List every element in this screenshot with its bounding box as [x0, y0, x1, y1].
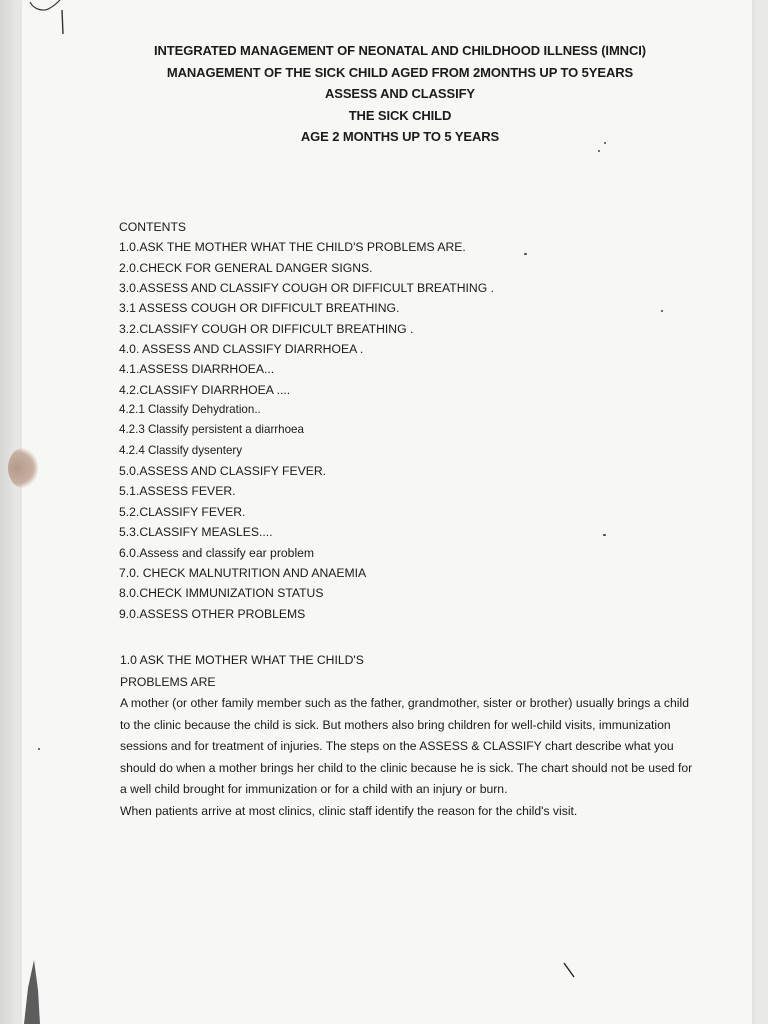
- header-subtitle: MANAGEMENT OF THE SICK CHILD AGED FROM 2MONTHS UP TO 5YEARS: [166, 64, 634, 80]
- thumb-shadow: [8, 448, 38, 488]
- section-title-line: PROBLEMS ARE: [120, 674, 216, 689]
- header-line-assess: ASSESS AND CLASSIFY: [324, 86, 476, 101]
- contents-item: 5.0.ASSESS AND CLASSIFY FEVER.: [119, 464, 327, 479]
- contents-item: 2.0.CHECK FOR GENERAL DANGER SIGNS.: [119, 260, 373, 275]
- section-title-line: 1.0 ASK THE MOTHER WHAT THE CHILD'S: [120, 653, 364, 667]
- page-edge-shadow: [0, 0, 22, 1024]
- contents-item: 4.2.4 Classify dysentery: [119, 443, 243, 457]
- contents-item: 1.0.ASK THE MOTHER WHAT THE CHILD'S PROBLEMS ARE.: [119, 240, 466, 255]
- header-line-sick-child: THE SICK CHILD: [348, 107, 452, 123]
- section-paragraph: When patients arrive at most clinics, clinic staff identify the reason for the child's visit.: [120, 803, 578, 818]
- contents-item: 5.3.CLASSIFY MEASLES....: [119, 525, 273, 540]
- contents-item: 4.2.3 Classify persistent a diarrhoea: [119, 423, 304, 437]
- contents-item: 7.0. CHECK MALNUTRITION AND ANAEMIA: [119, 565, 367, 580]
- contents-item: 5.1.ASSESS FEVER.: [119, 484, 236, 499]
- bottom-edge-mark: [20, 960, 50, 1024]
- contents-heading: CONTENTS: [119, 220, 187, 234]
- contents-item: 3.1 ASSESS COUGH OR DIFFICULT BREATHING.: [119, 301, 400, 316]
- document-header: [130, 40, 670, 148]
- contents-item: 4.1.ASSESS DIARRHOEA...: [119, 362, 275, 377]
- contents-item: 6.0.Assess and classify ear problem: [119, 545, 315, 560]
- contents-item: 3.0.ASSESS AND CLASSIFY COUGH OR DIFFICULT BREATHING .: [119, 281, 494, 296]
- pen-stroke: [562, 962, 576, 978]
- contents-item: 3.2.CLASSIFY COUGH OR DIFFICULT BREATHING .: [119, 321, 414, 336]
- contents-item: 4.2.1 Classify Dehydration..: [119, 403, 261, 417]
- contents-list: [119, 217, 679, 624]
- contents-item: 5.2.CLASSIFY FEVER.: [119, 504, 246, 519]
- speck: [38, 748, 40, 750]
- header-title: INTEGRATED MANAGEMENT OF NEONATAL AND CHILDHOOD ILLNESS (IMNCI): [153, 43, 646, 58]
- section-title: [120, 650, 695, 693]
- header-line-age: AGE 2 MONTHS UP TO 5 YEARS: [300, 129, 500, 144]
- contents-item: 9.0.ASSESS OTHER PROBLEMS: [119, 606, 306, 621]
- contents-item: 4.0. ASSESS AND CLASSIFY DIARRHOEA .: [119, 342, 364, 357]
- contents-item: 8.0.CHECK IMMUNIZATION STATUS: [119, 586, 324, 601]
- section-ask-mother: [120, 650, 695, 822]
- corner-scribble: [0, 0, 70, 40]
- section-paragraph: A mother (or other family member such as the father, grandmother, sister or brother) usually brings a child to the clinic because the child is sick. But mothers also bring children for well-child visits, immunization sessions and for treatment of injuries. The steps on the ASSESS & CLASSIFY chart describe what you should do when a mother brings her child to the clinic because he is sick. The chart should not be used for a well child brought for immunization or for a child with an injury or burn.: [120, 696, 693, 796]
- speck: [598, 150, 600, 152]
- contents-item: 4.2.CLASSIFY DIARRHOEA ....: [119, 382, 291, 397]
